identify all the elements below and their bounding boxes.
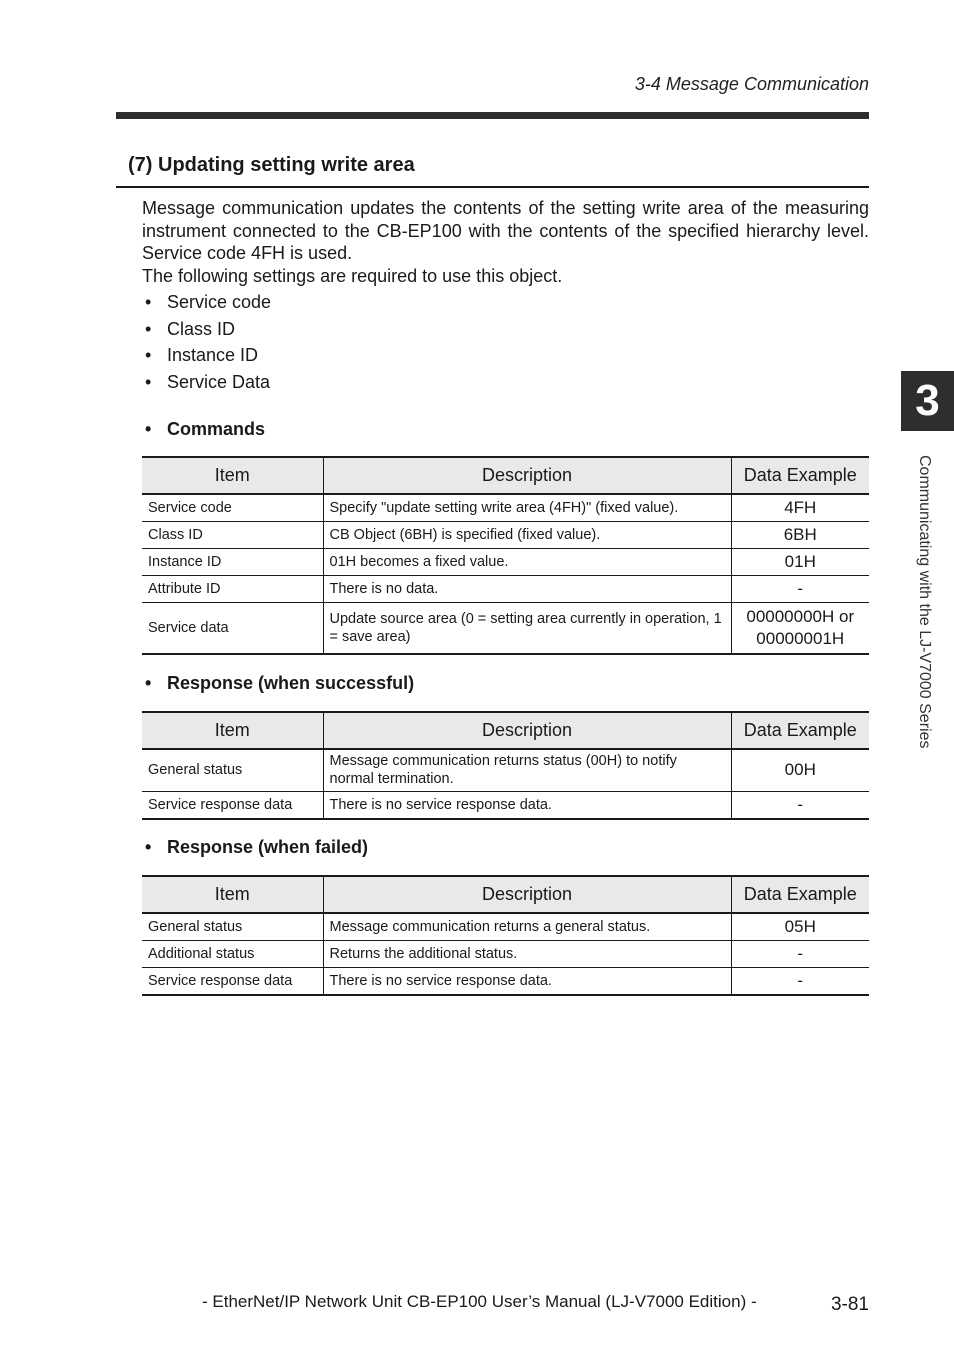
description-cell: Message communication returns a general status.	[323, 913, 731, 941]
column-header: Description	[323, 876, 731, 913]
description-cell: Returns the additional status.	[323, 941, 731, 968]
column-header: Data Example	[731, 876, 869, 913]
description-cell: 01H becomes a fixed value.	[323, 549, 731, 576]
item-cell: Service response data	[142, 968, 323, 996]
example-cell: 00000000H or 00000001H	[731, 603, 869, 654]
response-success-heading: • Response (when successful)	[142, 673, 414, 694]
intro-paragraph: Message communication updates the contents of the setting write area of the measuring instrument connected to the CB-EP100 with the contents of the specified hierarchy level. Service code 4FH is used.	[142, 198, 869, 263]
table-header-row	[142, 457, 869, 494]
item-cell: Attribute ID	[142, 576, 323, 603]
description-cell: There is no service response data.	[323, 791, 731, 819]
list-item: • Service code	[142, 289, 869, 316]
example-cell: -	[731, 576, 869, 603]
table-row	[142, 522, 869, 549]
column-header: Data Example	[731, 712, 869, 749]
table-row	[142, 968, 869, 996]
example-cell: 05H	[731, 913, 869, 941]
example-cell: 01H	[731, 549, 869, 576]
table-header-row	[142, 712, 869, 749]
chapter-tab: 3	[901, 371, 954, 431]
description-cell: CB Object (6BH) is specified (fixed value).	[323, 522, 731, 549]
item-cell: Service response data	[142, 791, 323, 819]
item-cell: Service data	[142, 603, 323, 654]
table-row	[142, 603, 869, 654]
item-cell: Service code	[142, 494, 323, 522]
item-cell: Additional status	[142, 941, 323, 968]
commands-table	[142, 456, 869, 655]
column-header: Item	[142, 457, 323, 494]
required-settings-list	[142, 289, 869, 395]
example-cell: 00H	[731, 749, 869, 791]
list-item: • Class ID	[142, 316, 869, 343]
description-cell: Specify "update setting write area (4FH)" (fixed value).	[323, 494, 731, 522]
title-rule	[116, 186, 869, 188]
item-cell: General status	[142, 913, 323, 941]
response-failed-heading: • Response (when failed)	[142, 837, 368, 858]
description-cell: There is no data.	[323, 576, 731, 603]
page-number: 3-81	[830, 1294, 869, 1315]
item-cell: Instance ID	[142, 549, 323, 576]
running-header: 3-4 Message Communication	[634, 74, 869, 94]
table-header-row	[142, 876, 869, 913]
list-item: • Instance ID	[142, 342, 869, 369]
response-failed-table	[142, 875, 869, 996]
example-cell: 4FH	[731, 494, 869, 522]
example-cell: -	[731, 791, 869, 819]
footer-manual-title: - EtherNet/IP Network Unit CB-EP100 User’s Manual (LJ-V7000 Edition) -	[202, 1292, 757, 1311]
table-row	[142, 549, 869, 576]
bullet-glyph: •	[145, 837, 152, 857]
example-cell: -	[731, 941, 869, 968]
table-row	[142, 913, 869, 941]
table-row	[142, 791, 869, 819]
description-cell: Update source area (0 = setting area currently in operation, 1 = save area)	[323, 603, 731, 654]
table-row	[142, 494, 869, 522]
column-header: Item	[142, 712, 323, 749]
description-cell: There is no service response data.	[323, 968, 731, 996]
column-header: Description	[323, 712, 731, 749]
table-row	[142, 749, 869, 791]
column-header: Item	[142, 876, 323, 913]
intro-block	[142, 197, 869, 395]
table-row	[142, 941, 869, 968]
intro-paragraph-2: The following settings are required to use this object.	[142, 265, 563, 286]
chapter-label: Communicating with the LJ-V7000 Series	[916, 455, 933, 749]
column-header: Description	[323, 457, 731, 494]
bullet-glyph: •	[145, 673, 152, 693]
description-cell: Message communication returns status (00H) to notify normal termination.	[323, 749, 731, 791]
section-title: (7) Updating setting write area	[128, 154, 415, 176]
list-item: • Service Data	[142, 369, 869, 396]
commands-heading: • Commands	[142, 419, 265, 440]
response-success-table	[142, 711, 869, 820]
table-row	[142, 576, 869, 603]
header-rule	[116, 112, 869, 119]
item-cell: General status	[142, 749, 323, 791]
example-cell: -	[731, 968, 869, 996]
bullet-glyph: •	[145, 419, 152, 439]
column-header: Data Example	[731, 457, 869, 494]
example-cell: 6BH	[731, 522, 869, 549]
item-cell: Class ID	[142, 522, 323, 549]
